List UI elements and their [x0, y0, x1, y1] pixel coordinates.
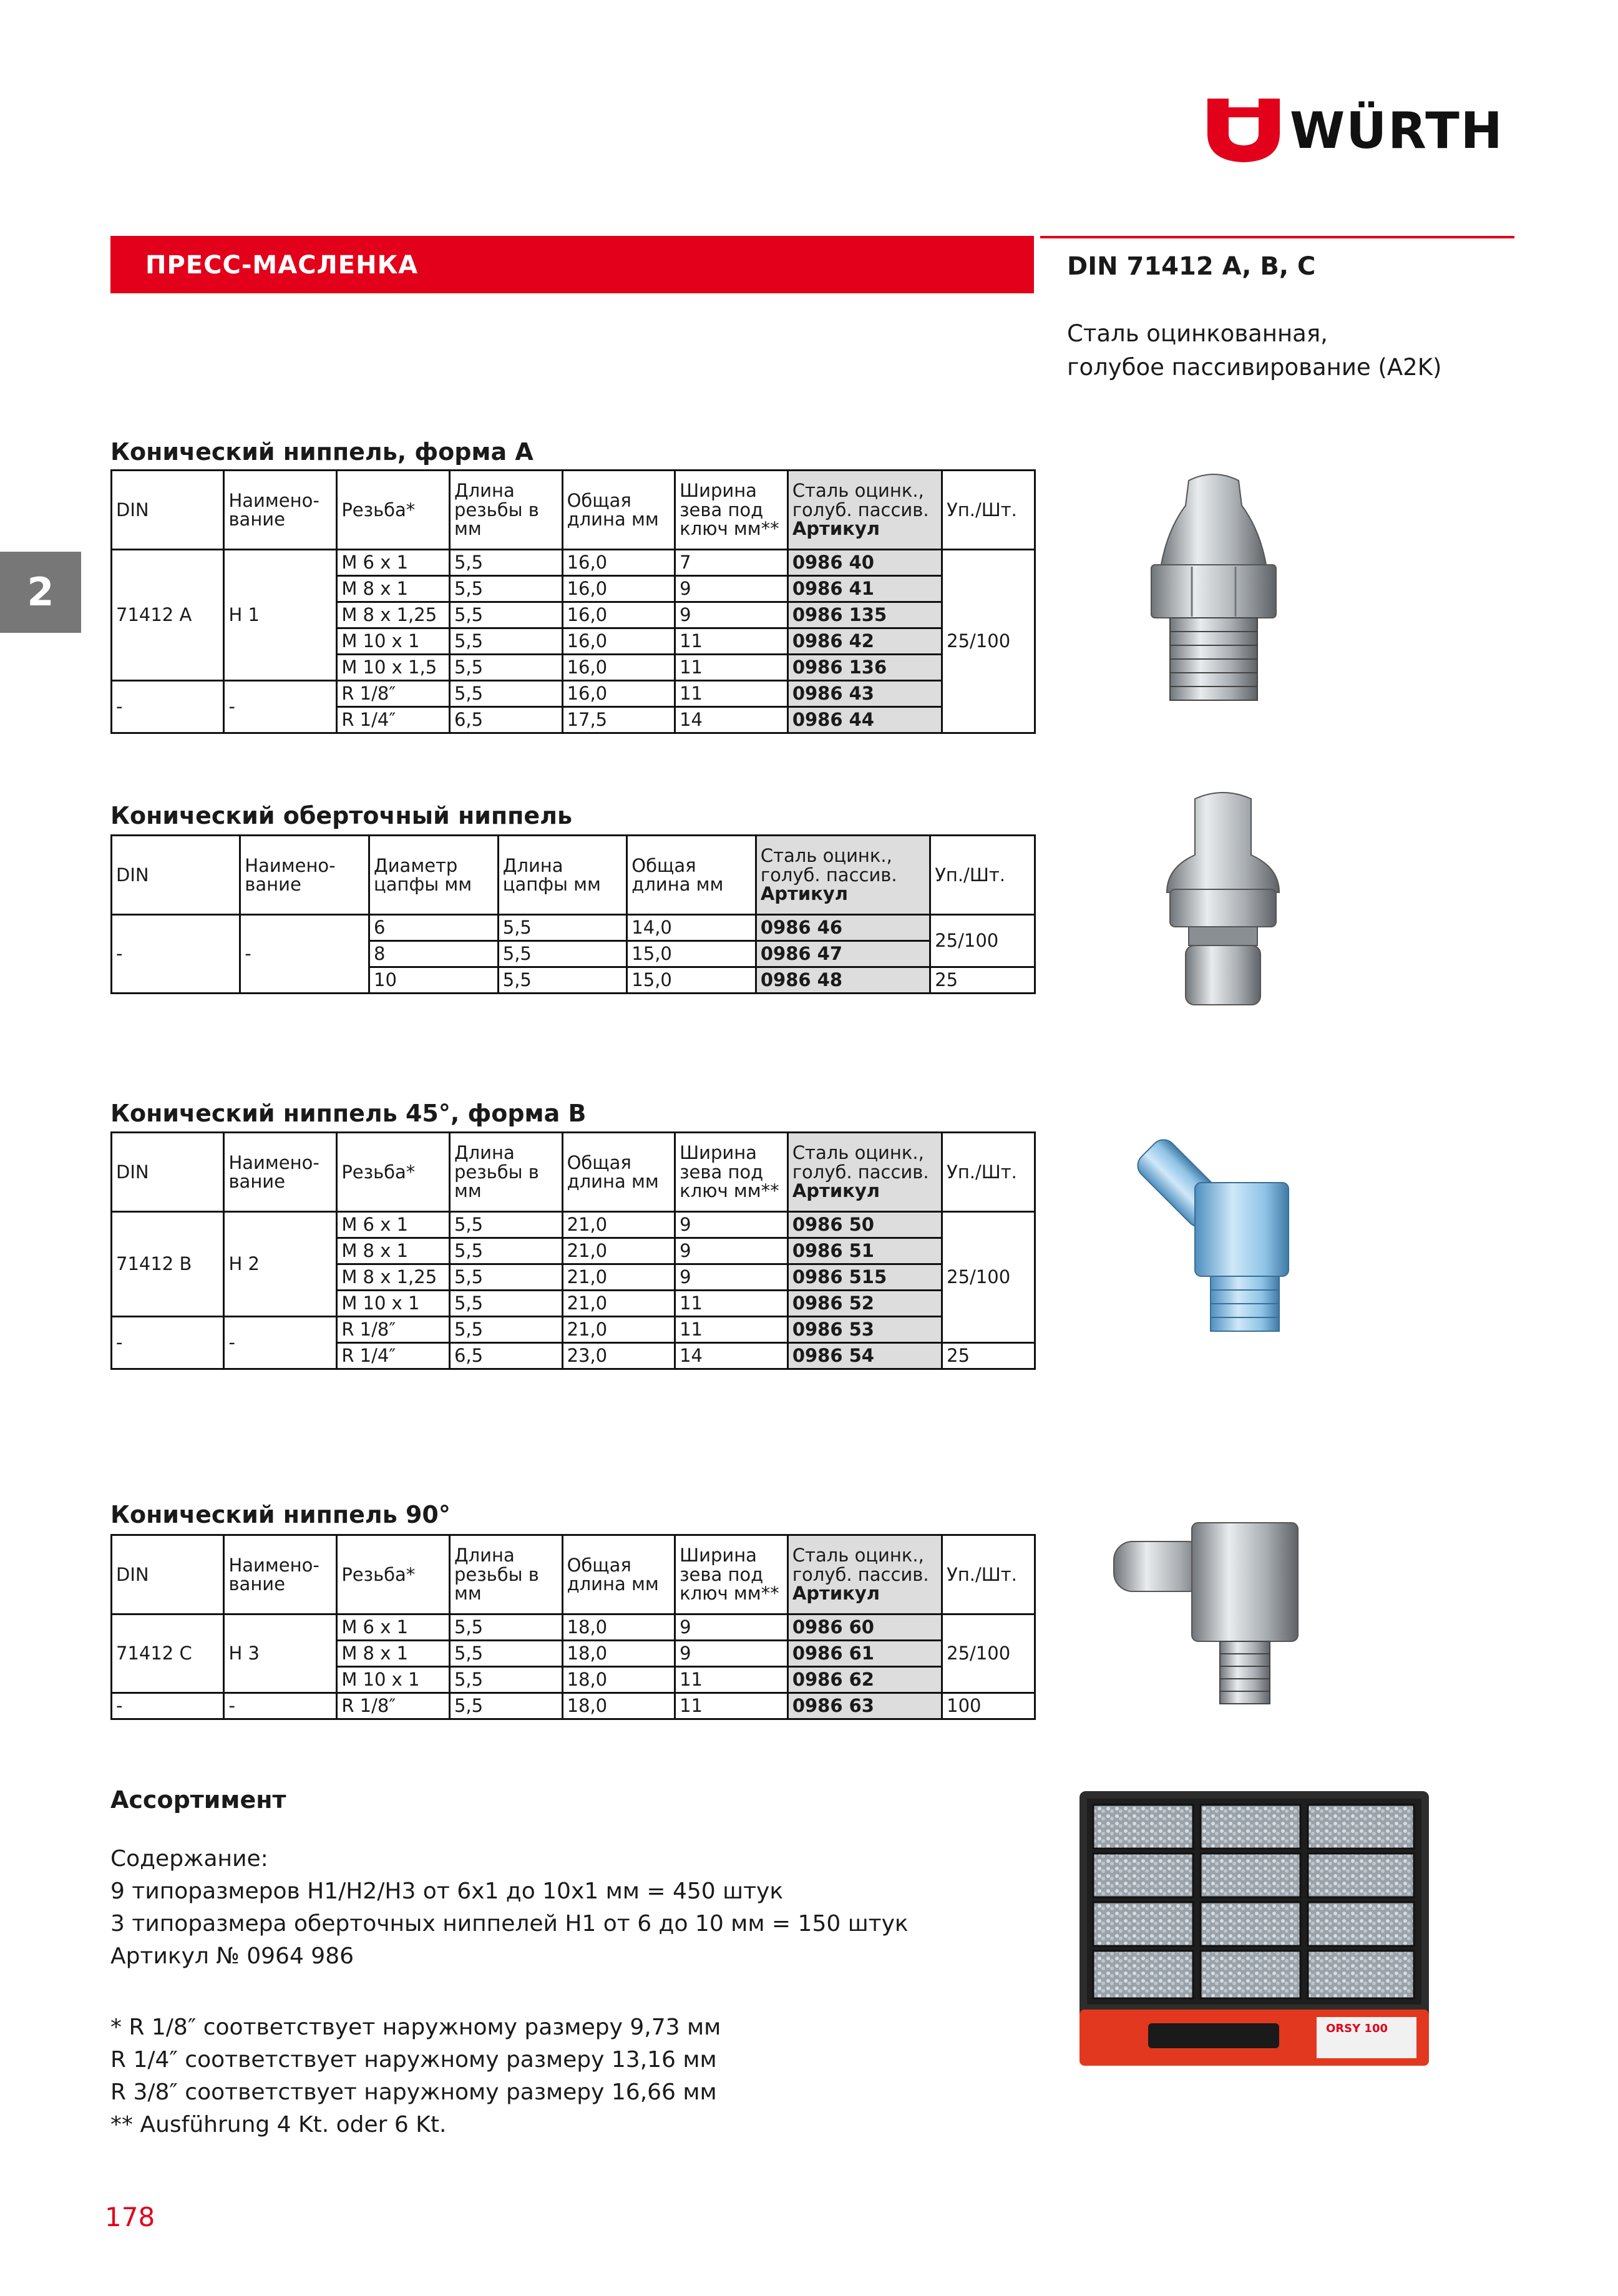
thread-length-cell: 5,5: [449, 1264, 562, 1291]
contents-article: Артикул № 0964 986: [110, 1943, 354, 1969]
wrench-cell: 11: [675, 1667, 788, 1693]
article-cell: 0986 44: [787, 707, 942, 733]
col-thread-length: Длина резьбы в мм: [449, 471, 562, 550]
table-b-title: Конический ниппель 45°, форма В: [110, 1100, 587, 1127]
col-din: DIN: [112, 1535, 224, 1615]
total-length-cell: 21,0: [562, 1291, 675, 1317]
wrench-cell: 9: [675, 1641, 788, 1667]
col-thread: Резьба*: [337, 471, 450, 550]
wrap-nipple-image: [1161, 786, 1285, 1017]
nipple-form-a-image: [1136, 462, 1292, 711]
table-c-title: Конический ниппель 90°: [110, 1501, 451, 1528]
pack-cell: 25/100: [942, 1212, 1035, 1343]
total-length-cell: 18,0: [562, 1615, 675, 1641]
thread-length-cell: 5,5: [449, 1317, 562, 1343]
table-row: [112, 915, 1035, 941]
thread-length-cell: 5,5: [449, 1291, 562, 1317]
page-number: 178: [105, 2202, 155, 2232]
wrench-cell: 11: [675, 1693, 788, 1719]
col-total-length: Общая длина мм: [562, 1133, 675, 1212]
thread-cell: M 8 x 1: [337, 576, 450, 602]
article-cell: 0986 135: [787, 602, 942, 628]
table-row: [112, 550, 1035, 576]
case-label: ORSY 100: [1326, 2022, 1388, 2035]
pack-cell: 25: [942, 1343, 1035, 1369]
thread-cell: M 6 x 1: [337, 1615, 450, 1641]
table-row: [112, 1212, 1035, 1238]
thread-length-cell: 5,5: [449, 1212, 562, 1238]
article-cell: 0986 54: [787, 1343, 942, 1369]
footnote-1: * R 1/8″ соответствует наружному размеру 9,73 мм: [110, 2015, 721, 2040]
thread-cell: R 1/8″: [337, 681, 450, 707]
assortment-case-image: [1079, 1791, 1429, 2072]
material-line-1: Сталь оцинкованная,: [1067, 320, 1328, 347]
total-length-cell: 21,0: [562, 1238, 675, 1264]
pin-diameter-cell: 10: [369, 967, 499, 994]
total-length-cell: 16,0: [562, 628, 675, 655]
table-row: [112, 1693, 1035, 1719]
wrench-cell: 11: [675, 681, 788, 707]
col-pin-diameter: Диаметр цапфы мм: [369, 836, 499, 915]
nipple-45-image: [1117, 1123, 1317, 1348]
chapter-tab: 2: [0, 552, 81, 633]
wrench-cell: 14: [675, 707, 788, 733]
wurth-logo: [1207, 99, 1504, 162]
table-row: [112, 1317, 1035, 1343]
brand-name: WÜRTH: [1290, 101, 1504, 160]
name-cell: H 3: [224, 1615, 337, 1693]
section-header-bar: [110, 236, 1034, 293]
thread-cell: M 10 x 1: [337, 628, 450, 655]
total-length-cell: 16,0: [562, 655, 675, 681]
col-article: Сталь оцинк., голуб. пассив. Артикул: [756, 836, 930, 915]
col-pack: Уп./Шт.: [930, 836, 1035, 915]
thread-length-cell: 5,5: [449, 1667, 562, 1693]
thread-cell: R 1/4″: [337, 1343, 450, 1369]
wrench-cell: 9: [675, 576, 788, 602]
thread-cell: R 1/4″: [337, 707, 450, 733]
table-header-row: [112, 836, 1035, 915]
article-cell: 0986 61: [787, 1641, 942, 1667]
wrench-cell: 11: [675, 655, 788, 681]
wrench-cell: 11: [675, 1291, 788, 1317]
col-wrench: Ширина зева под ключ мм**: [675, 1133, 788, 1212]
thread-cell: M 8 x 1: [337, 1641, 450, 1667]
wrench-cell: 9: [675, 1238, 788, 1264]
thread-cell: M 10 x 1: [337, 1667, 450, 1693]
col-pack: Уп./Шт.: [942, 1133, 1035, 1212]
thread-length-cell: 5,5: [449, 602, 562, 628]
total-length-cell: 18,0: [562, 1641, 675, 1667]
article-cell: 0986 50: [787, 1212, 942, 1238]
thread-cell: M 6 x 1: [337, 1212, 450, 1238]
contents-line-1: 9 типоразмеров H1/H2/H3 от 6х1 до 10х1 мм = 450 штук: [110, 1878, 784, 1904]
pin-length-cell: 5,5: [498, 967, 627, 994]
article-cell: 0986 41: [787, 576, 942, 602]
thread-cell: R 1/8″: [337, 1693, 450, 1719]
article-cell: 0986 60: [787, 1615, 942, 1641]
col-article: Сталь оцинк., голуб. пассив. Артикул: [787, 1535, 942, 1615]
header-divider: [1040, 236, 1514, 238]
col-din: DIN: [112, 471, 224, 550]
pin-diameter-cell: 6: [369, 915, 499, 941]
pack-cell: 25/100: [930, 915, 1035, 967]
wurth-logo-icon: [1207, 99, 1280, 162]
thread-cell: M 8 x 1,25: [337, 1264, 450, 1291]
thread-cell: M 10 x 1,5: [337, 655, 450, 681]
thread-cell: M 6 x 1: [337, 550, 450, 576]
pack-cell: 25: [930, 967, 1035, 994]
col-total-length: Общая длина мм: [627, 836, 756, 915]
col-pin-length: Длина цапфы мм: [498, 836, 627, 915]
article-cell: 0986 43: [787, 681, 942, 707]
total-length-cell: 21,0: [562, 1264, 675, 1291]
footnote-2: R 1/4″ соответствует наружному размеру 13,16 мм: [110, 2047, 717, 2073]
col-total-length: Общая длина мм: [562, 471, 675, 550]
wrench-cell: 11: [675, 628, 788, 655]
table-wrap: [110, 834, 1036, 994]
total-length-cell: 17,5: [562, 707, 675, 733]
thread-length-cell: 5,5: [449, 550, 562, 576]
total-length-cell: 21,0: [562, 1212, 675, 1238]
din-cell: -: [112, 915, 240, 994]
footnotes: [110, 2011, 721, 2141]
table-c: [110, 1534, 1036, 1720]
wrench-cell: 7: [675, 550, 788, 576]
din-cell: 71412 B: [112, 1212, 224, 1317]
din-cell: -: [112, 1317, 224, 1369]
total-length-cell: 16,0: [562, 550, 675, 576]
col-total-length: Общая длина мм: [562, 1535, 675, 1615]
thread-length-cell: 5,5: [449, 1615, 562, 1641]
article-cell: 0986 52: [787, 1291, 942, 1317]
din-cell: 71412 C: [112, 1615, 224, 1693]
material-description: [1067, 317, 1441, 384]
article-cell: 0986 47: [756, 941, 930, 967]
article-cell: 0986 51: [787, 1238, 942, 1264]
contents-line-2: 3 типоразмера оберточных ниппелей H1 от 6 до 10 мм = 150 штук: [110, 1911, 909, 1937]
footnote-4: ** Ausführung 4 Kt. oder 6 Kt.: [110, 2112, 447, 2137]
total-length-cell: 23,0: [562, 1343, 675, 1369]
wrench-cell: 11: [675, 1317, 788, 1343]
article-cell: 0986 63: [787, 1693, 942, 1719]
thread-cell: M 10 x 1: [337, 1291, 450, 1317]
din-cell: 71412 A: [112, 550, 224, 681]
assortment-title: Ассортимент: [110, 1786, 286, 1814]
pin-length-cell: 5,5: [498, 915, 627, 941]
din-cell: -: [112, 1693, 224, 1719]
table-a: [110, 469, 1036, 734]
article-cell: 0986 62: [787, 1667, 942, 1693]
col-din: DIN: [112, 836, 240, 915]
thread-length-cell: 5,5: [449, 681, 562, 707]
thread-length-cell: 5,5: [449, 1641, 562, 1667]
article-cell: 0986 53: [787, 1317, 942, 1343]
col-article: Сталь оцинк., голуб. пассив. Артикул: [787, 1133, 942, 1212]
col-wrench: Ширина зева под ключ мм**: [675, 471, 788, 550]
article-cell: 0986 515: [787, 1264, 942, 1291]
total-length-cell: 16,0: [562, 681, 675, 707]
total-length-cell: 15,0: [627, 941, 756, 967]
footnote-3: R 3/8″ соответствует наружному размеру 16,66 мм: [110, 2079, 717, 2105]
table-row: [112, 1615, 1035, 1641]
col-wrench: Ширина зева под ключ мм**: [675, 1535, 788, 1615]
thread-cell: R 1/8″: [337, 1317, 450, 1343]
wrench-cell: 9: [675, 1212, 788, 1238]
col-thread-length: Длина резьбы в мм: [449, 1535, 562, 1615]
assortment-contents: [110, 1843, 909, 1973]
name-cell: -: [224, 681, 337, 733]
wrench-cell: 9: [675, 1264, 788, 1291]
col-name: Наимено-вание: [224, 1133, 337, 1212]
thread-length-cell: 5,5: [449, 655, 562, 681]
table-header-row: [112, 1535, 1035, 1615]
col-article: Сталь оцинк., голуб. пассив. Артикул: [787, 471, 942, 550]
total-length-cell: 14,0: [627, 915, 756, 941]
contents-label: Содержание:: [110, 1846, 268, 1872]
pin-diameter-cell: 8: [369, 941, 499, 967]
table-row: [112, 681, 1035, 707]
thread-length-cell: 5,5: [449, 1238, 562, 1264]
col-thread: Резьба*: [337, 1535, 450, 1615]
pack-cell: 25/100: [942, 550, 1035, 733]
table-a-title: Конический ниппель, форма А: [110, 438, 534, 466]
total-length-cell: 16,0: [562, 602, 675, 628]
name-cell: -: [240, 915, 369, 994]
total-length-cell: 16,0: [562, 576, 675, 602]
total-length-cell: 21,0: [562, 1317, 675, 1343]
thread-cell: M 8 x 1: [337, 1238, 450, 1264]
col-name: Наимено-вание: [240, 836, 369, 915]
article-cell: 0986 48: [756, 967, 930, 994]
col-pack: Уп./Шт.: [942, 471, 1035, 550]
din-cell: -: [112, 681, 224, 733]
table-header-row: [112, 1133, 1035, 1212]
article-cell: 0986 40: [787, 550, 942, 576]
total-length-cell: 18,0: [562, 1693, 675, 1719]
table-header-row: [112, 471, 1035, 550]
table-b: [110, 1131, 1036, 1370]
table-wrap-title: Конический оберточный ниппель: [110, 802, 573, 829]
section-title: ПРЕСС-МАСЛЕНКА: [145, 251, 419, 280]
thread-length-cell: 5,5: [449, 576, 562, 602]
name-cell: -: [224, 1693, 337, 1719]
wrench-cell: 9: [675, 602, 788, 628]
article-cell: 0986 42: [787, 628, 942, 655]
pin-length-cell: 5,5: [498, 941, 627, 967]
col-name: Наимено-вание: [224, 1535, 337, 1615]
name-cell: H 2: [224, 1212, 337, 1317]
nipple-90-image: [1104, 1510, 1329, 1722]
col-pack: Уп./Шт.: [942, 1535, 1035, 1615]
name-cell: -: [224, 1317, 337, 1369]
wrench-cell: 9: [675, 1615, 788, 1641]
pack-cell: 25/100: [942, 1615, 1035, 1693]
col-name: Наимено-вание: [224, 471, 337, 550]
wrench-cell: 14: [675, 1343, 788, 1369]
article-cell: 0986 136: [787, 655, 942, 681]
thread-length-cell: 5,5: [449, 1693, 562, 1719]
article-cell: 0986 46: [756, 915, 930, 941]
col-thread: Резьба*: [337, 1133, 450, 1212]
material-line-2: голубое пассивирование (A2K): [1067, 354, 1442, 381]
thread-length-cell: 6,5: [449, 1343, 562, 1369]
col-thread-length: Длина резьбы в мм: [449, 1133, 562, 1212]
thread-length-cell: 6,5: [449, 707, 562, 733]
pack-cell: 100: [942, 1693, 1035, 1719]
thread-cell: M 8 x 1,25: [337, 602, 450, 628]
col-din: DIN: [112, 1133, 224, 1212]
thread-length-cell: 5,5: [449, 628, 562, 655]
din-standard: DIN 71412 A, B, C: [1067, 252, 1316, 281]
total-length-cell: 15,0: [627, 967, 756, 994]
total-length-cell: 18,0: [562, 1667, 675, 1693]
name-cell: H 1: [224, 550, 337, 681]
